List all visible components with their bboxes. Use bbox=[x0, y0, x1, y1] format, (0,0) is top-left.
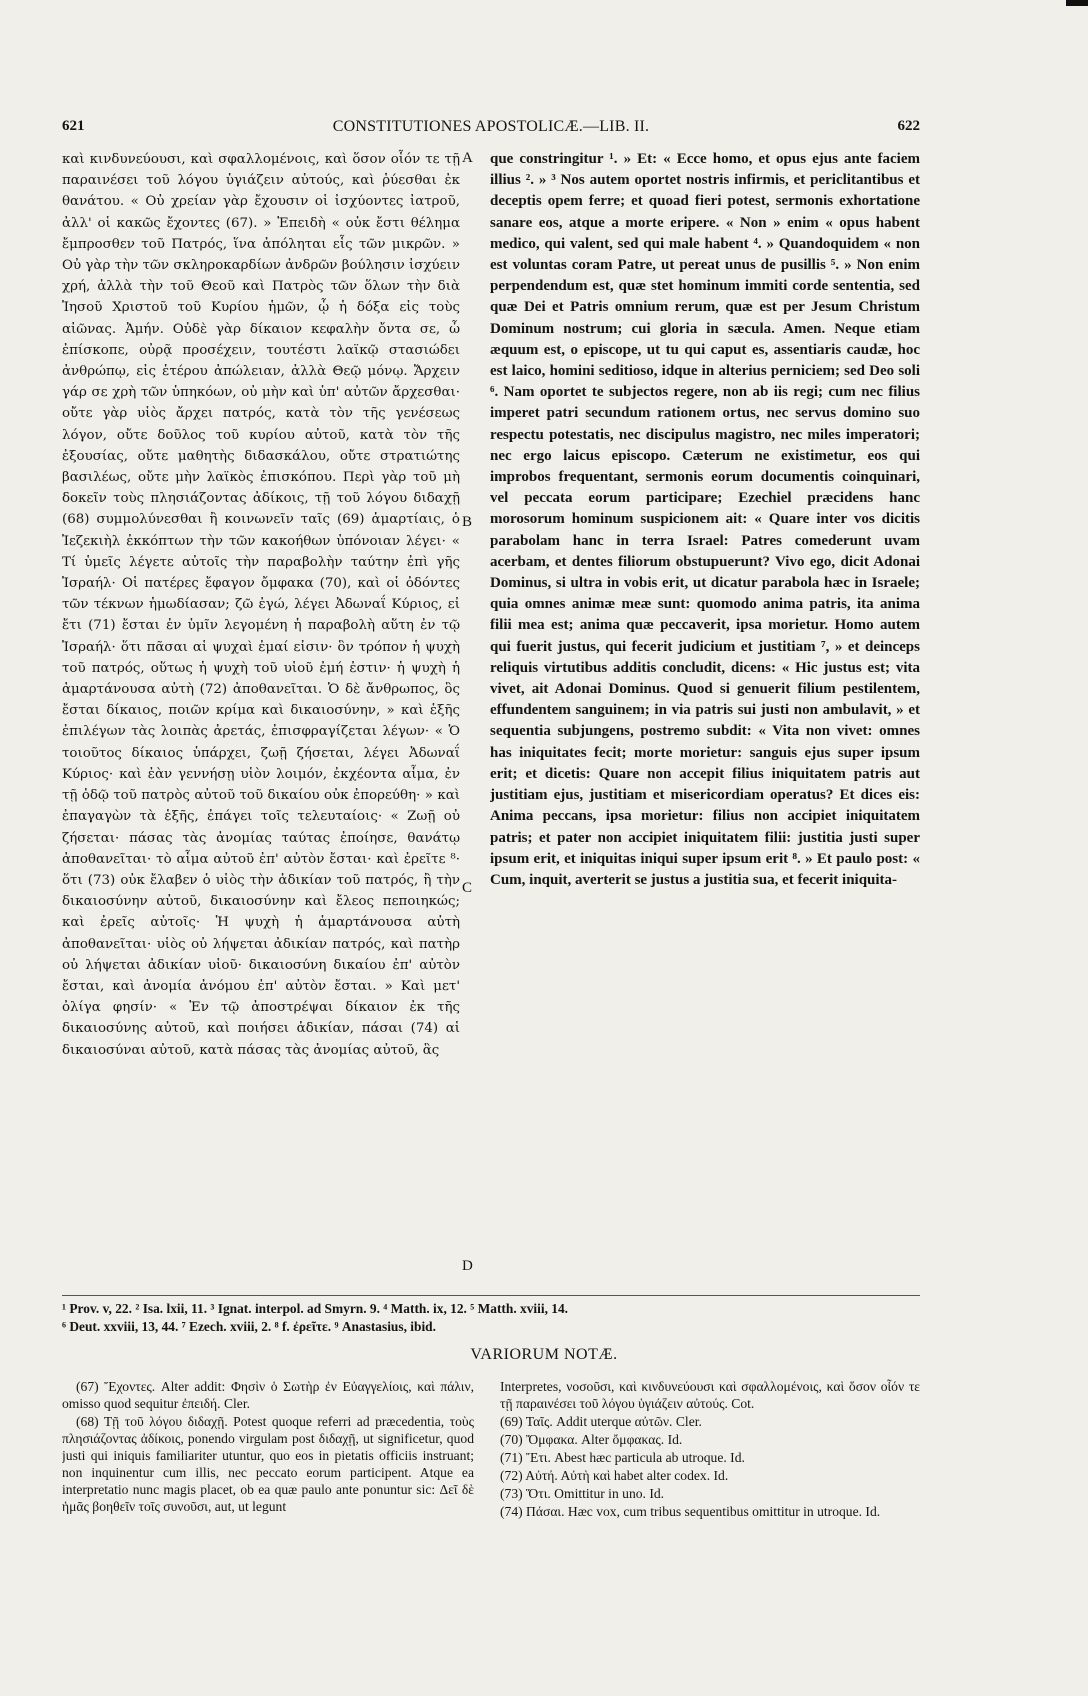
note-item: (72) Αὐτή. Αὐτὴ καὶ habet alter codex. Id. bbox=[500, 1468, 729, 1483]
footnote-rule bbox=[62, 1295, 920, 1296]
note-item: (68) Τῇ τοῦ λόγου διδαχῇ. Potest quoque referri ad præcedentia, τοὺς πλησιάζοντας ἀδίκοις, ponendo virgulam post διδαχῇ, ut significetur, quod justi qui iniquis familiariter utuntur, quo eos in pietatis officiis instruant; non inquinentur cum illis, nec peccato eorum participent. Atque ea interpretatio nunc magis placet, ob ea quæ paulo ante ponuntur sic: Δεῖ δὲ ἡμᾶς βοηθεῖν τοῖς συνοῦσι, aut, ut legunt bbox=[62, 1414, 474, 1514]
margin-letter-b: B bbox=[462, 514, 473, 530]
running-title: CONSTITUTIONES APOSTOLICÆ.—LIB. II. bbox=[332, 118, 650, 135]
notes-right-column bbox=[500, 1378, 920, 1678]
note-item: (67) Ἔχοντες. Alter addit: Φησὶν ὁ Σωτὴρ ἐν Εὐαγγελίοις, καὶ πάλιν, omisso quod sequitur ἐπειδή. Cler. bbox=[62, 1379, 474, 1411]
note-item: (70) Ὄμφακα. Alter ὄμφακας. Id. bbox=[500, 1432, 683, 1447]
running-header bbox=[62, 118, 920, 140]
margin-letter-a: A bbox=[462, 150, 473, 166]
latin-text-column: que constringitur ¹. » Et: « Ecce homo, et opus ejus ante faciem illius ². » ³ Nos autem oportet nostris infirmis, et periclitantibus et deceptis opem ferre; et quoad fieri potest, sermonis exhortatione sanare eos, atque a morte eripere. « Non » enim « opus habent medico, qui valent, sed qui male habent ⁴. » Quandoquidem « non est voluntas coram Patre, ut pereat unus de pusillis ⁵. » Non enim perpendendum est, quæ stet hominum immiti corde sententia, sed quæ Dei et Patris omnium rerum, quæ est per Jesum Christum Dominum nostrum; cui gloria in sæcula. Amen. Neque etiam æquum est, o episcope, ut tu qui caput es, assentiaris caudæ, hoc est laico, homini seditioso, idque in alterius perniciem; sed Deo soli ⁶. Nam oportet te subjectos regere, non ab iis regi; cum nec filius imperet patri secundum rationem ortus, nec servus domino suo respectu potestatis, nec discipulus magistro, nec miles imperatori; nec ergo laicus episcopo. Cæterum ne existimetur, eos qui improbos frequentant, sermonis eorum documentis coinquinari, vel peccata eorum participare; Ezechiel præcidens hanc morosorum hominum suspicionem ait: « Quare inter vos dicitis parabolam hanc in terra Israel: Patres comederunt uvam acerbam, et dentes filiorum obstupuerunt? Vivo ego, dicit Adonai Dominus, si ultra in vobis erit, ut dicatur parabola hæc in Israele; quia omnes animæ meæ sunt: quomodo anima patris, ita anima filii mea est; anima quæ peccaverit, ipsa morietur. Homo autem qui fuerit justus, qui fecerit judicium et justitiam ⁷, » et deinceps reliquis virtutibus additis concludit, dicens: « Hic justus est; vita vivet, ait Adonai Dominus. Quod si genuerit filium pestilentem, effundentem sanguinem; in via patris sui justi non ambulavit, » et sequentia subjungens, postremo subdit: « Vita non vivet: omnes has iniquitates fecit; morte morietur: sanguis ejus super ipsum erit; et dicetis: Quare non accepit filius iniquitatem patris aut justitiam ejus, justitiam et misericordiam operatus? Et dices eis: Anima peccans, ipsa morietur: filius non accipiet iniquitatem patris; et pater non accipiet iniquitatem filii: justitia justi super ipsum erit, et iniquitas iniqui super ipsum erit ⁸. » Et paulo post: « Cum, inquit, averterit se justus a justitia sua, et fecerit iniquita- bbox=[490, 151, 920, 888]
margin-letter-c: C bbox=[462, 880, 473, 896]
note-item: (73) Ὅτι. Omittitur in uno. Id. bbox=[500, 1486, 665, 1501]
footnote-line: ¹ Prov. v, 22. ² Isa. lxii, 11. ³ Ignat. interpol. ad Smyrn. 9. ⁴ Matth. ix, 12. ⁵ Matth. xviii, 14. bbox=[62, 1301, 568, 1316]
greek-text-column: καὶ κινδυνεύουσι, καὶ σφαλλομένοις, καὶ ὅσον οἷόν τε τῇ παραινέσει τοῦ λόγου ὑγιάζειν αὐτούς, καὶ ῥύεσθαι ἐκ θανάτου. « Οὐ χρείαν γὰρ ἔχουσιν οἱ ἰσχύοντες ἰατροῦ, ἀλλ' οἱ κακῶς ἔχοντες (67). » Ἐπειδὴ « οὐκ ἔστι θέλημα ἔμπροσθεν τοῦ Πατρός, ἵνα ἀπόληται εἷς τῶν μικρῶν. » Οὐ γὰρ τὴν τῶν σκληροκαρδίων ἀνδρῶν βούλησιν ἰσχύειν χρή, ἀλλὰ τὴν τοῦ Θεοῦ καὶ Πατρὸς τῶν ὅλων τὴν διὰ Ἰησοῦ Χριστοῦ τοῦ Κυρίου ἡμῶν, ᾧ ἡ δόξα εἰς τοὺς αἰῶνας. Ἀμήν. Οὐδὲ γὰρ δίκαιον κεφαλὴν ὄντα σε, ὦ ἐπίσκοπε, οὐρᾷ προσέχειν, τουτέστι λαϊκῷ στασιώδει ἀνθρώπῳ, εἰς ἑτέρου ἀπώλειαν, ἀλλὰ Θεῷ μόνῳ. Ἄρχειν γάρ σε χρὴ τῶν ὑπηκόων, οὐ μὴν καὶ ὑπ' αὐτῶν ἄρχεσθαι· οὔτε γὰρ υἱὸς ἄρχει πατρός, κατὰ τὸν τῆς γενέσεως λόγον, οὔτε δοῦλος τοῦ κυρίου αὐτοῦ, κατὰ τὸν τῆς ἐξουσίας, οὔτε μαθητὴς διδασκάλου, οὔτε στρατιώτης βασιλέως, οὔτε μὴν λαϊκὸς ἐπισκόπου. Περὶ γὰρ τοῦ μὴ δοκεῖν τοὺς πλησιάζοντας ἀδίκοις, τῇ τοῦ λόγου διδαχῇ (68) συμμολύνεσθαι ἢ κοινωνεῖν ταῖς (69) ἁμαρτίαις, ὁ Ἰεζεκιὴλ ἐκκόπτων τὴν τῶν κακοήθων ὑπόνοιαν λέγει· « Τί ὑμεῖς λέγετε αὐτοῖς τὴν παραβολὴν ταύτην ἐπὶ γῆς Ἰσραήλ· Οἱ πατέρες ἔφαγον ὄμφακα (70), καὶ οἱ ὀδόντες τῶν τέκνων ἡμωδίασαν; ζῶ ἐγώ, λέγει Ἀδωναΐ Κύριος, εἰ ἔτι (71) ἔσται ἐν ὑμῖν λεγομένη ἡ παραβολὴ αὕτη ἐν τῷ Ἰσραήλ· ὅτι πᾶσαι αἱ ψυχαὶ ἐμαί εἰσιν· ὃν τρόπον ἡ ψυχὴ τοῦ πατρός, οὕτως ἡ ψυχὴ τοῦ υἱοῦ ἐμή ἐστιν· ἡ ψυχὴ ἡ ἁμαρτάνουσα αὐτὴ (72) ἀποθανεῖται. Ὁ δὲ ἄνθρωπος, ὃς ἔσται δίκαιος, ποιῶν κρίμα καὶ δικαιοσύνην, » καὶ ἑξῆς ἐπιλέγων τὰς λοιπὰς ἀρετάς, ἐπισφραγίζεται λέγων· « Ὁ τοιοῦτος δίκαιος ὑπάρχει, ζωῇ ζήσεται, λέγει Ἀδωναΐ Κύριος· καὶ ἐὰν γεννήσῃ υἱὸν λοιμόν, ἐκχέοντα αἷμα, ἐν τῇ ὁδῷ τοῦ πατρὸς αὐτοῦ τοῦ δικαίου οὐκ ἐπορεύθη· » καὶ ἐπαγαγὼν τὰ ἑξῆς, ἐπάγει τοῖς τελευταίοις· « Ζωῇ οὐ ζήσεται· πάσας τὰς ἀνομίας ταύτας ἐποίησε, θανάτῳ ἀποθανεῖται· τὸ αἷμα αὐτοῦ ἐπ' αὐτὸν ἔσται· καὶ ἐρεῖτε ⁸· ὅτι (73) οὐκ ἔλαβεν ὁ υἱὸς τὴν ἀδικίαν τοῦ πατρός, ἢ τὴν δικαιοσύνην αὐτοῦ, δικαιοσύνην καὶ ἔλεος πεποιηκώς; καὶ ἐρεῖς αὐτοῖς· Ἡ ψυχὴ ἡ ἁμαρτάνουσα αὐτὴ ἀποθανεῖται· υἱὸς οὐ λήψεται ἀδικίαν πατρός, καὶ πατὴρ οὐ λήψεται ἀδικίαν υἱοῦ· δικαιοσύνη δικαίου ἐπ' αὐτὸν ἔσται, καὶ ἀνομία ἀνόμου ἐπ' αὐτὸν ἔσται. » Καὶ μετ' ὀλίγα φησίν· « Ἐν τῷ ἀποστρέψαι δίκαιον ἐκ τῆς δικαιοσύνης αὐτοῦ, καὶ ποιήσει ἀδικίαν, πάσαι (74) αἱ δικαιοσύναι αὐτοῦ, κατὰ πάσας τὰς ἀνομίας αὐτοῦ, ἃς bbox=[62, 152, 460, 1058]
footnote-line: ⁶ Deut. xxviii, 13, 44. ⁷ Ezech. xviii, 2. ⁸ f. ἐρεῖτε. ⁹ Anastasius, ibid. bbox=[62, 1319, 436, 1334]
footnotes bbox=[62, 1300, 920, 1336]
note-item: (69) Ταῖς. Addit uterque αὐτῶν. Cler. bbox=[500, 1414, 702, 1429]
note-item: (74) Πάσαι. Hæc vox, cum tribus sequentibus omittitur in utroque. Id. bbox=[500, 1504, 881, 1519]
margin-letter-d: D bbox=[462, 1258, 473, 1274]
right-page-number: 622 bbox=[897, 118, 920, 134]
left-page-number: 621 bbox=[62, 118, 85, 134]
notes-title: VARIORUM NOTÆ. bbox=[470, 1346, 618, 1363]
note-item: Interpretes, νοσοῦσι, καὶ κινδυνεύουσι καὶ σφαλλομένοις, καὶ ὅσον οἷόν τε τῇ παραινέσει τοῦ λόγου ὑγιάζειν αὐτούς. Cot. bbox=[500, 1379, 920, 1411]
notes-left-column bbox=[62, 1378, 474, 1678]
edge-mark bbox=[1066, 0, 1088, 6]
note-item: (71) Ἔτι. Abest hæc particula ab utroque. Id. bbox=[500, 1450, 745, 1465]
